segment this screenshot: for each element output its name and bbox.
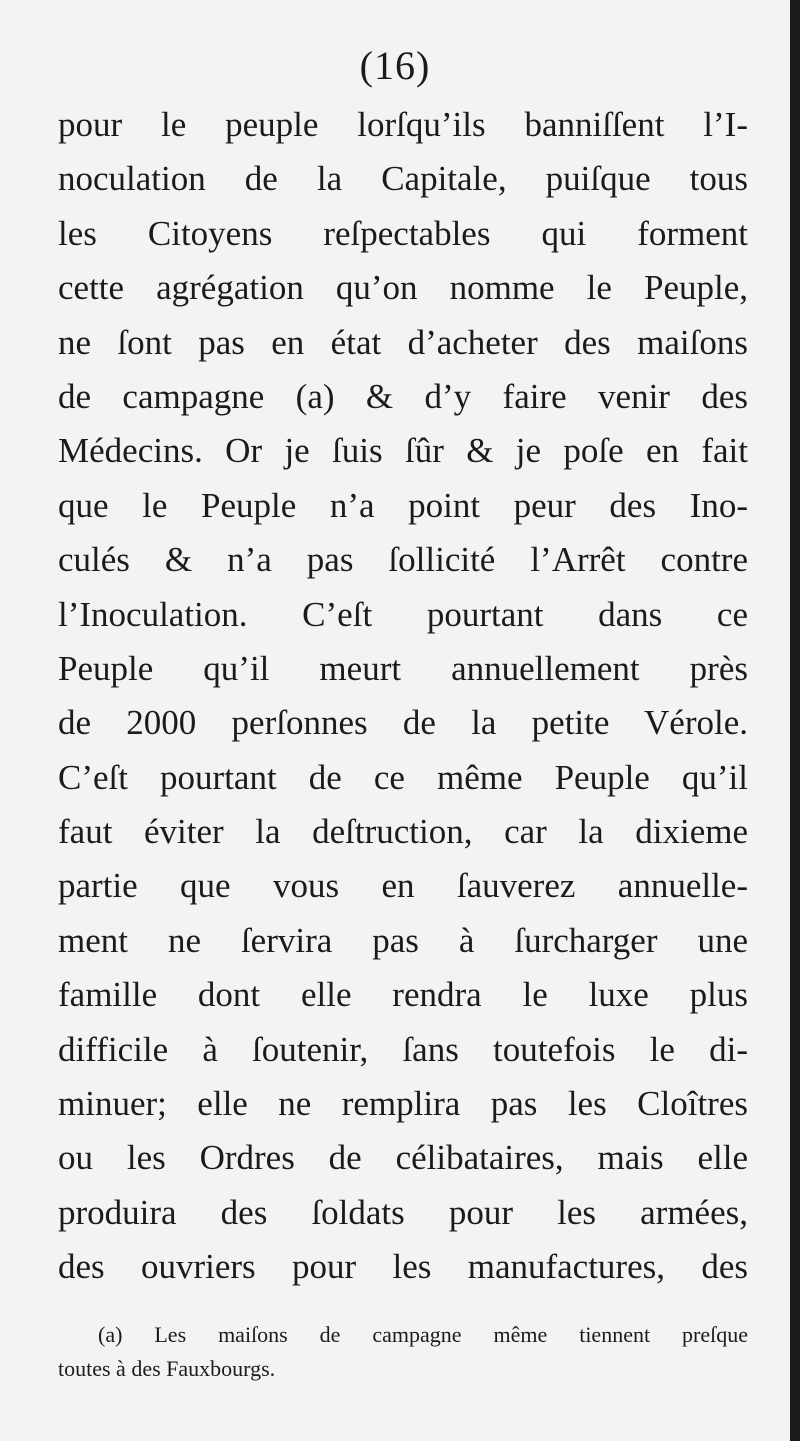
footnote-line: (a) Les maiſons de campagne même tiennent preſque [98,1322,748,1347]
text-line: culés & n’a pas ſollicité l’Arrêt contre [58,540,748,580]
text-line: difficile à ſoutenir, ſans toutefois le di- [58,1029,748,1069]
text-line: noculation de la Capitale, puiſque tous [58,159,748,199]
text-line: que le Peuple n’a point peur des Ino- [58,485,748,525]
body-text [58,98,748,1295]
text-line: C’eſt pourtant de ce même Peuple qu’il [58,757,748,797]
text-line: les Citoyens reſpectables qui forment [58,213,748,253]
text-line: de campagne (a) & d’y faire venir des [58,376,748,416]
text-line: Peuple qu’il meurt annuellement près [58,648,748,688]
text-line: famille dont elle rendra le luxe plus [58,975,748,1015]
text-line: partie que vous en ſauverez annuelle- [58,866,748,906]
footnote [58,1318,748,1386]
text-line: des ouvriers pour les manufactures, des [58,1247,748,1287]
text-line: pour le peuple lorſqu’ils banniſſent l’I- [58,105,748,144]
text-line: Médecins. Or je ſuis ſûr & je poſe en fait [58,431,748,471]
text-line: l’Inoculation. C’eſt pourtant dans ce [58,594,748,634]
text-line: ment ne ſervira pas à ſurcharger une [58,920,748,960]
text-line: produira des ſoldats pour les armées, [58,1192,748,1232]
text-line: minuer; elle ne remplira pas les Cloîtres [58,1084,748,1124]
footnote-line: toutes à des Fauxbourgs. [58,1356,276,1381]
text-line: ne ſont pas en état d’acheter des maiſons [58,322,748,362]
text-line: faut éviter la deſtruction, car la dixieme [58,812,748,852]
text-line: de 2000 perſonnes de la petite Vérole. [58,703,748,743]
text-line: cette agrégation qu’on nomme le Peuple, [58,268,748,308]
page-number: (16) [359,43,431,88]
text-line: ou les Ordres de célibataires, mais elle [58,1138,748,1178]
